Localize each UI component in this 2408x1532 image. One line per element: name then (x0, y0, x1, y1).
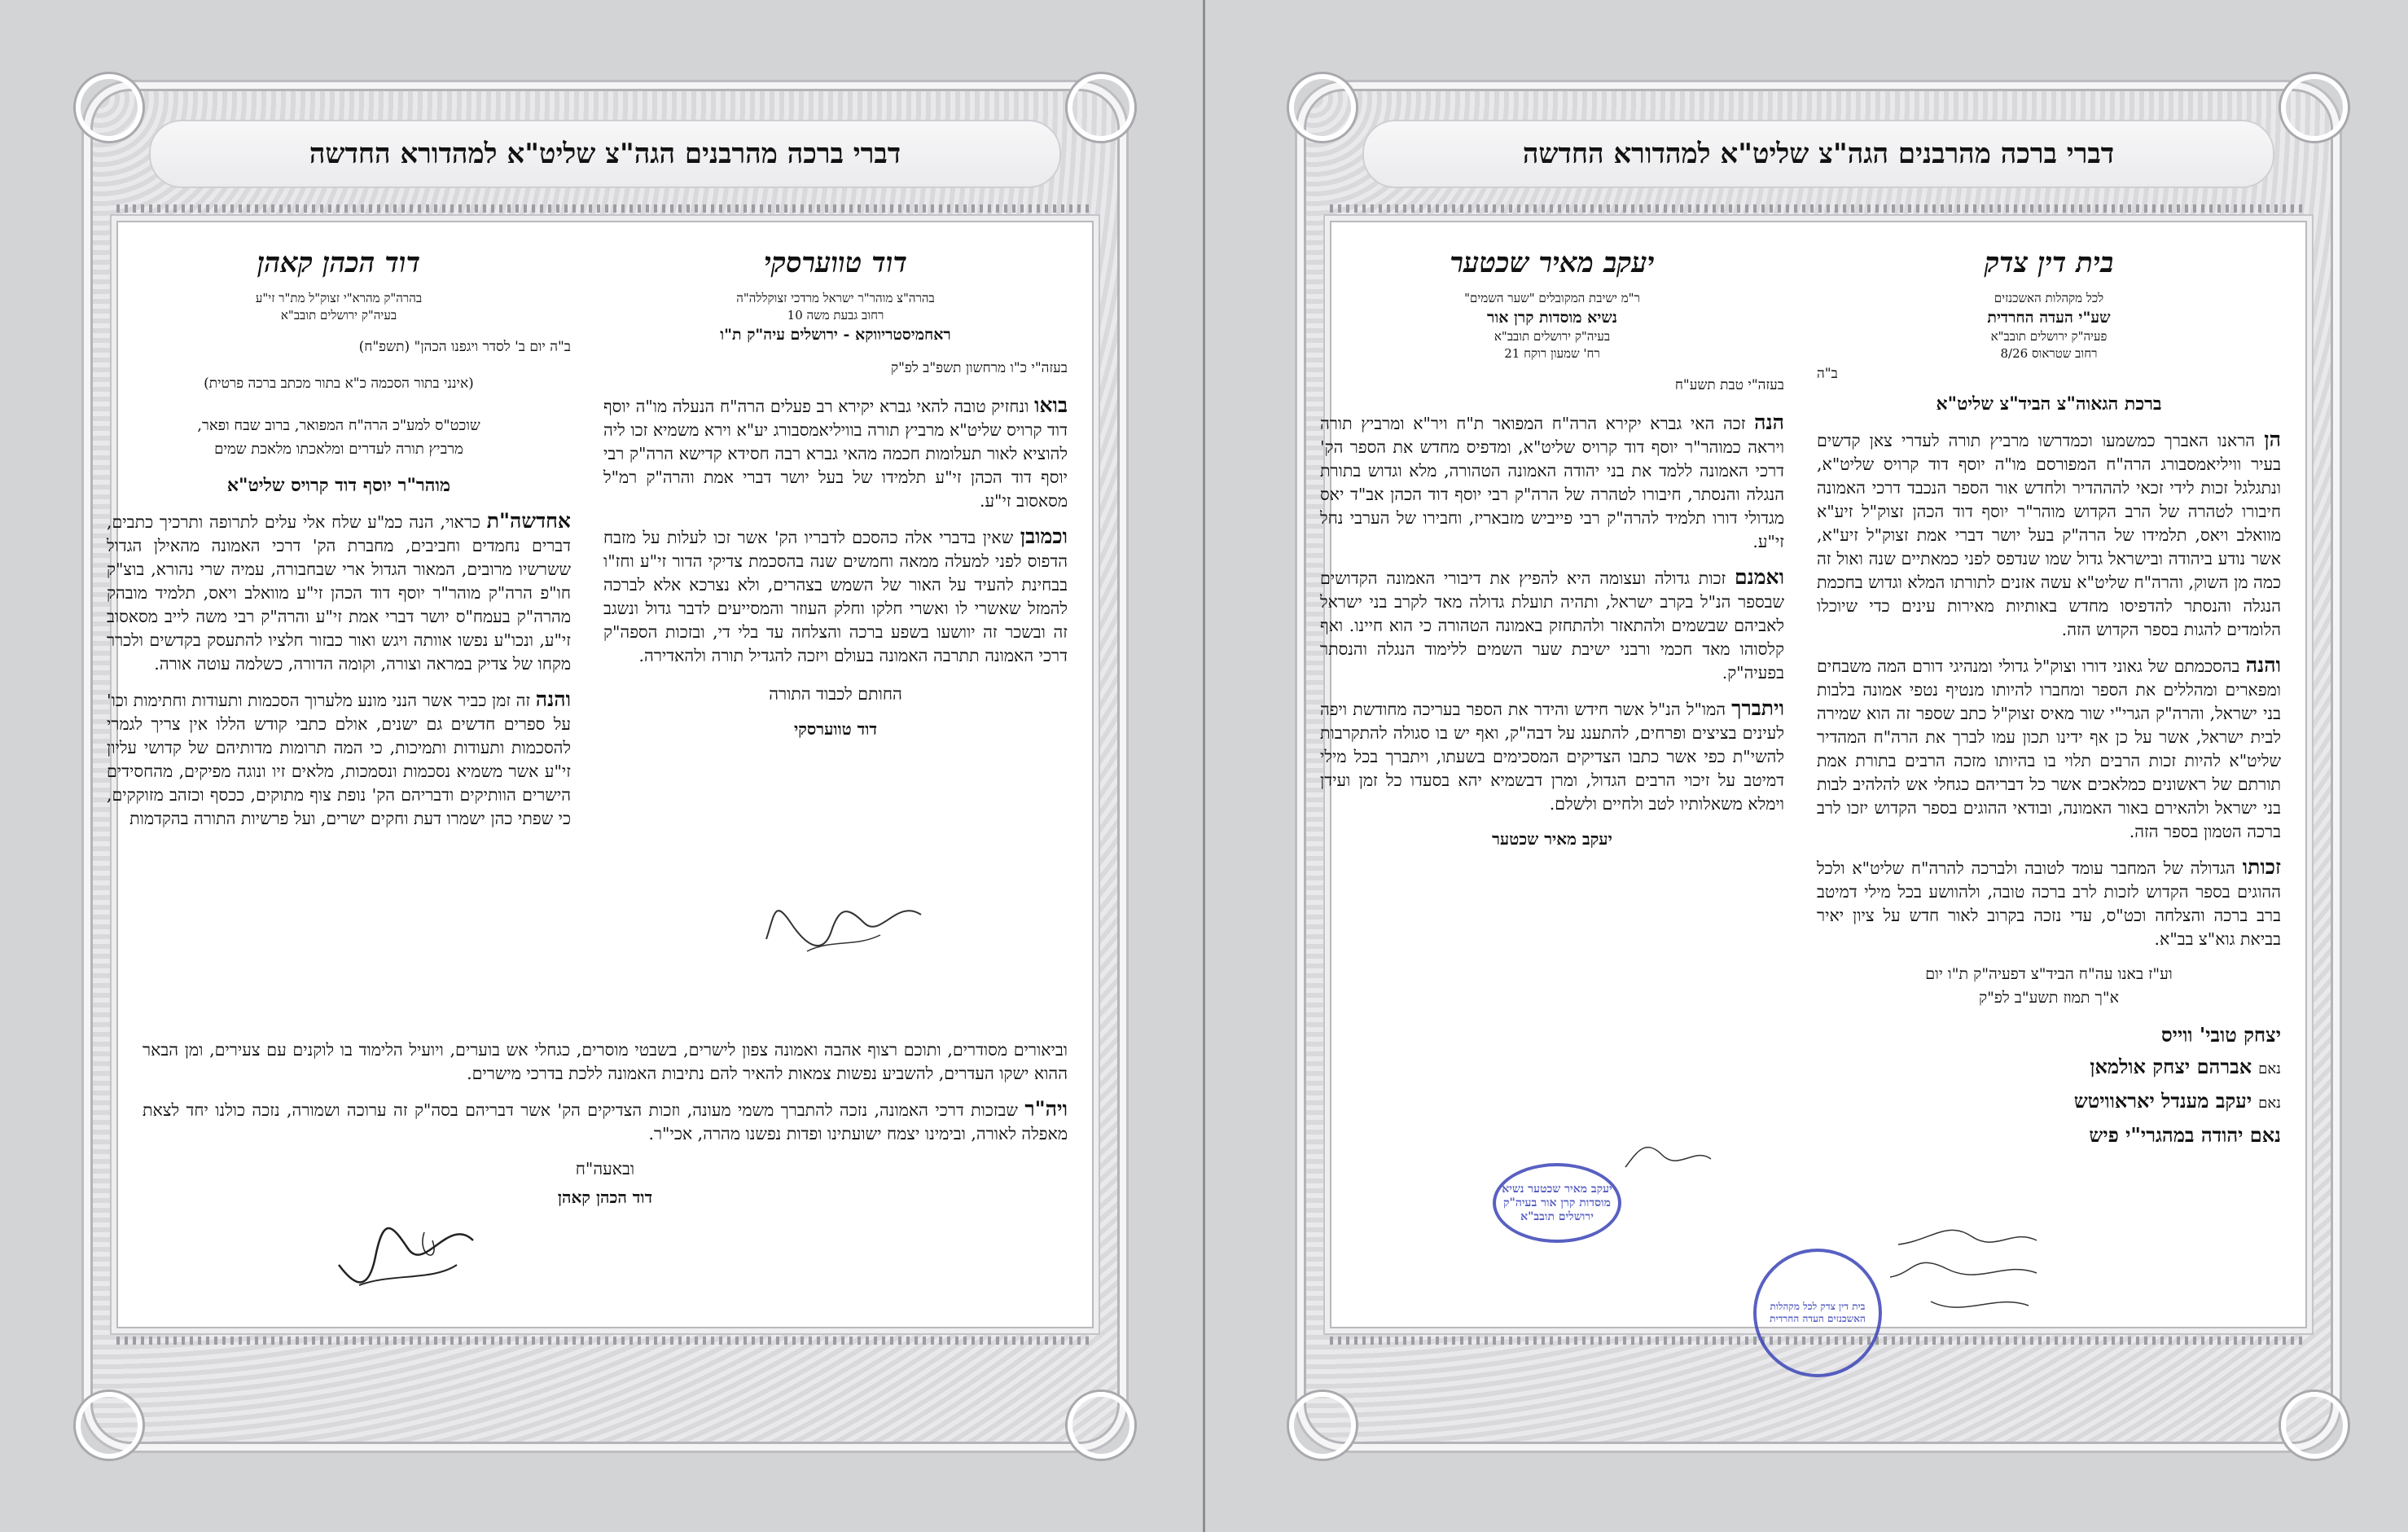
letterhead-line: רחוב גבעת משה 10 (787, 308, 884, 323)
decorative-frame (81, 80, 1129, 1453)
letter-date: בעזה"י טבת תשע"ח (1674, 377, 1784, 393)
ornament-corner (1289, 1392, 1356, 1459)
dotted-rule (1330, 204, 2307, 213)
closing: החותם לכבוד התורה (769, 684, 902, 704)
bh-mark: ב"ה (1817, 366, 1838, 382)
letter-date: בעזה"י כ"ו מרחשון תשפ"ב לפ"ק (890, 360, 1068, 376)
paragraph: וכמובן שאין בדברי אלה כהסכם לדבריו הק' אשר זכו לעלות על מזבח הדפוס לפני למעלה ממאה וחמשים שנה בהסכמת צדיקי הדור זי"ע וחז"ו בבחינת להעיד על האור של השמש בצהרים, ולא נצרכא אלא לברכה להמזל שאשרי לו ואשרי חלקו וחלק העוזר והמסייעים לדבר גדול ונשגב זה ובשכר זה יוושעו בשפע ברכה והצלחה עד בלי די, ובזכות הספה"ק דרכי האמונה תתרבה האמונה בעולם ויזכה להגדיל תורה ולהאדירה. (603, 525, 1068, 665)
salutation-line: מרביץ תורה לעדרים ומלאכתו מלאכת שמים (214, 441, 463, 458)
letterhead-line: פעיה"ק ירושלים תובב"א (1990, 329, 2108, 344)
letterhead-line: נשיא מוסדות קרן אור (1487, 309, 1617, 327)
paragraph: הנה זכה האי גברא יקירא הרה"ח המפואר ת"ח ויר"א ומרביץ תורה ויראה כמוהר"ר יוסף דוד קרויס שליט"א, ומדפיס מחדש את הספר הק' דרכי האמונה ללמד את בני יהודה האמונה הטהורה, מלא וגדוש בתורת הנגלה והנסתר, חיבורו לטהרה של הרה"ק רבי יוסף דוד הכהן אב"ד יאס מגדולי דורו תלמיד להרה"ק רבי פייביש מזבאריז, וחבירו של הערבי נחל זי"ע. (1320, 410, 1784, 551)
handwritten-signature (758, 890, 937, 964)
dotted-rule (116, 204, 1094, 213)
author-name: דוד טווערסקי (763, 247, 908, 279)
salutation-line: שוכט"ס למע"כ הרה"ח המפואר, ברוב שבח ופאר, (197, 417, 480, 434)
page-banner: דברי ברכה מהרבנים הגה"צ שליט"א למהדורא החדשה (149, 120, 1061, 188)
ornament-corner (76, 1392, 143, 1459)
handwritten-signature (327, 1208, 489, 1297)
decorative-frame (1295, 80, 2342, 1453)
signer-name: דוד הכהן קאהן (557, 1187, 653, 1207)
letter-title: ברכת הגאוה"צ הביד"צ שליט"א (1936, 393, 2162, 415)
ornament-corner (2281, 1392, 2348, 1459)
letterhead-line: ר"מ ישיבת המקובלים "שער השמים" (1464, 291, 1640, 305)
letterhead-line: בעיה"ק ירושלים תובב"א (280, 308, 397, 323)
paragraph: והנה זה זמן כביר אשר הנני מונע מלערוך הסכמות ותעודות וחתימות וכו' על ספרים חדשים גם ישנים, אולם כתבי קודש הללו אין צריך לגמרי להסכמות ותעודות ותמיכות, כי המה תרומות מדותיהם של קדושי עליון זי"ע אשר משמיא נסכמות ונסמכות, מלאים זיו ונוגה מפיקים, מהחסידים הישרים הוותיקים ודבריהם הק' נופת צוף מתוקים, ככסף וכזהב מזוקקים, כי שפתי כהן ישמרו דעת וחקים ישרים, ועל פרשיות התורה בהקדמות (107, 687, 571, 828)
letter-panel (1320, 221, 2307, 1328)
dotted-rule (116, 1337, 1094, 1345)
addressee: מוהר"ר יוסף דוד קרויס שליט"א (226, 475, 451, 496)
letter-panel (107, 221, 1094, 1328)
letter-beis-din (1817, 239, 2281, 1310)
letterhead-line: בהרה"ק מהרא"י זצוק"ל מת"ר זי"ע (255, 291, 423, 305)
handwritten-signature (1882, 1224, 2045, 1330)
paragraph: אחדשה"ת כראוי, הנה כמ"ע שלח אלי עלים לתרופה ותרכיך כתבים, דברים נחמדים וחביבים, מחברת הק' דרכי האמונה מהאילן הגדול ששרשיו מרובים, המאור הגדול ארי שבחבורה, עמיה שרי נהורא, בוצ"ק חו"פ הרה"ק מוהר"ר יוסף דוד הכהן זי"ע מוואלב ויאס, תלמיד מובהק מהרה"ק בעמח"ס יושר דברי אמת זי"ע והרה"ק רבי משה לייב מסאסוב זי"ע, ונכו"ע נפשו אוותה ויגש ואור כבזור חלציו להתעסק בקדשים ולכרר מקחו של צדיק במראה וצורה, וקומה הדורה, כשלמה עוטה אורה. (107, 509, 571, 674)
letterhead-line: שע"י העדה החרדית (1987, 309, 2111, 327)
author-name: בית דין צדק (1984, 247, 2114, 279)
letterhead-city: ראחמיסטריווקא - ירושלים עיה"ק ת"ו (720, 326, 951, 344)
author-name: דוד הכהן קאהן (257, 247, 421, 279)
signer-row: נאםיעקב מענדל יאראוויטש (2073, 1089, 2281, 1113)
official-stamp: יעקב מאיר שכטער נשיא מוסדות קרן אור בעיה"ק ירושלים תובב"א (1493, 1163, 1621, 1243)
closing-line: א"ך תמוז תשע"ב לפ"ק (1978, 989, 2120, 1007)
signer-name: דוד טווערסקי (793, 719, 878, 739)
paragraph: והנה בהסכמתם של גאוני דורו וצוק"ל גדולי ומנהיגי דורם המה משבחים ומפארים ומהללים את הספר ומחברו להיותו מנטיף נטפי אמונה בלבות בני ישראל, והרה"ק הגרי"י שור מאיס זצוק"ל כתב שספר זה הוא שמירה לבית ישראל, אשר על כן אף ידינו תכון עמו לברך את הרה"ח המהדיר שליט"א להיות זכות הרבים תלוי בו בהיותו מזכה הרבים בתורת אמת תורתם של ראשונים כמלאכים אשר כל דבריהם כגחלי אש להלהיב לבות בני ישראל ולהאירם באור האמונה, ובודאי ההוגים בספר הקדוש יזכו לרב ברכה הטמון בספר הזה. (1817, 653, 2281, 841)
letterhead-line: בהרה"צ מוהר"ר ישראל מרדכי זצוקללה"ה (736, 291, 935, 305)
ornament-corner (1068, 74, 1134, 141)
paragraph: בואו ונחזיק טובה להאי גברא יקירא רב פעלים הרה"ח הנעלה מו"ה יוסף דוד קרויס שליט"א מרביץ תורה בוויליאמסבורג יע"א וירא משמיא זכו ליה להוציא לאור תעלומות חכמה מהאי גברא רבה חסידא קדישא הרה"ק רבי יוסף דוד הכהן זי"ע תלמידו של בעל יושר דברי אמת והרה"ק רמ"ל מסאסוב זי"ע. (603, 393, 1068, 511)
handwritten-signature (1621, 1143, 1719, 1175)
paragraph: זכותו הגדולה של המחבר עומד לטובה ולברכה להרה"ח שליט"א ולכל ההוגים בספר הקדוש לזכות לרב ברכה טובה, ולהוושע בכל מילי דמיטב ברב ברכה והצלחה וכט"ס, עדי נזכה בקרוב לאור חדש על ציון יאיר בביאת גוא"צ בב"א. (1817, 855, 2281, 949)
paragraph: הן הראנו האברך כמשמעו וכמדרשו מרביץ תורה לעדרי צאן קדשים בעיר וויליאמסבורג הרה"ח המפורסם מו"ה יוסף דוד קרויס שליט"א, ונתגלגל זכות לידי זכאי להההדיר ולחדש אור הספר הנכבד דרכי האמונה חיבורו לטהרה של הרב הקדוש מוהר"ר יוסף דוד הכהן זצוק"ל זיע"א מוואלב ויאס, תלמידו של הרה"ק בעל יושר דברי אמת זצוק"ל זיע"א, אשר נודע ביהודה ובישראל גדול שמו שנדפס לפני כמאתיים שנה ואול זה כמה מן השוק, והרה"ח שליט"א עשה אזנים לתורתו המלא וגדוש בחכמת הנגלה והנסתר להדפיסו מחדש באותיות מאירות עינים כדי שיוכלו הלומדים להגות בספר הקדוש הזה. (1817, 428, 2281, 639)
ornament-corner (2281, 74, 2348, 141)
signer-name: יעקב מאיר שכטער (1492, 829, 1612, 849)
letter-kahn-continuation (143, 1038, 1068, 1209)
ornament-corner (76, 74, 143, 141)
letterhead-line: רחוב שטראוס 8/26 (2000, 346, 2098, 361)
letterhead-line: רח' שמעון רוקח 21 (1504, 346, 1600, 361)
author-name: יעקב מאיר שכטער (1450, 247, 1655, 279)
ornament-corner (1068, 1392, 1134, 1459)
letterhead-line: בעיה"ק ירושלים תובב"א (1493, 329, 1611, 344)
page-banner: דברי ברכה מהרבנים הגה"צ שליט"א למהדורא החדשה (1362, 120, 2274, 188)
closing-line: וע"ז באנו עה"ח הביד"צ דפעיה"ק ת"ו יום (1925, 965, 2173, 983)
paragraph: ואמנם זכות גדולה ועצומה היא להפיץ את דיבורי האמונה הקדושים שבספר הנ"ל בקרב ישראל, ותהיה תועלת גדולה מאד לקרב בני ישראל לאביהם שבשמים ולהתאזר ולהתחזק באמונה הטהורה כי הוא חיינו. ואף קלסוהו מאד חכמי ורבני ישיבת שער השמים ללימוד הנגלה והנסתר בפעיה"ק. (1320, 565, 1784, 683)
paragraph: וביאורים מסודרים, ותוכם רצוף אהבה ואמונה צפון לישרים, בשבטי מוסרים, כגחלי אש בוערים, ויועיל הלימוד בו לוקנים עם צעירים, ומן הבאר ההוא ישקו העדרים, להשביע נפשות צמאות להאיר להם נתיבות האמונה ללכת בדרכי מישרים. (143, 1040, 1068, 1083)
beis-din-stamp: בית דין צדק לכל מקהלות האשכנזים העדה החרדית (1753, 1249, 1882, 1377)
paragraph: ויה"ר שבזכות דרכי האמונה, נזכה להתברך משמי מעונה, וזכות הצדיקים הק' אשר דבריהם בסה"ק זה ערוכה ושמורה, נזכה כולנו יחד לצאת מאפלה לאורה, ובימינו יצמח ישועתינו ופדות נפשנו מהרה, אכי"ר. (143, 1097, 1068, 1144)
right-page (1205, 0, 2408, 1532)
ornament-corner (1289, 74, 1356, 141)
closing: ובאעה"ח (575, 1159, 635, 1179)
letterhead-line: לכל מקהלות האשכנזים (1994, 291, 2104, 305)
letter-date: ב"ה יום ב' לסדר ויגפנו הכהן" (תשפ"ח) (358, 339, 571, 355)
signer-row: נאםאברהם יצחק אולמאן (2090, 1055, 2281, 1078)
letter-note: (אינני בתור הסכמה כ"א בתור מכתב ברכה פרטית) (204, 375, 474, 392)
paragraph: ויתברך המו"ל הנ"ל אשר חידש והידר את הספר בעריכה מחודשת ויפה לעינים בציצים ופרחים, להתענג על דבה"ק, ואף יש בו סגולה להתקרבות להשי"ת כפי אשר כתבו הצדיקים המסכימים בשעתו, ויתברך בכל מילי דמיטב על זיכוי הרבים הגדול, ומרן דבשמיא יהא בסעדו כל זמן ועידן וימלא משאלותיו לטב ולחיים ולשלם. (1320, 696, 1784, 814)
signer-row: נאם יהודה במהגרי"י פיש (2089, 1123, 2281, 1147)
signer-row: יצחק טובי' ווייס (2161, 1023, 2281, 1047)
